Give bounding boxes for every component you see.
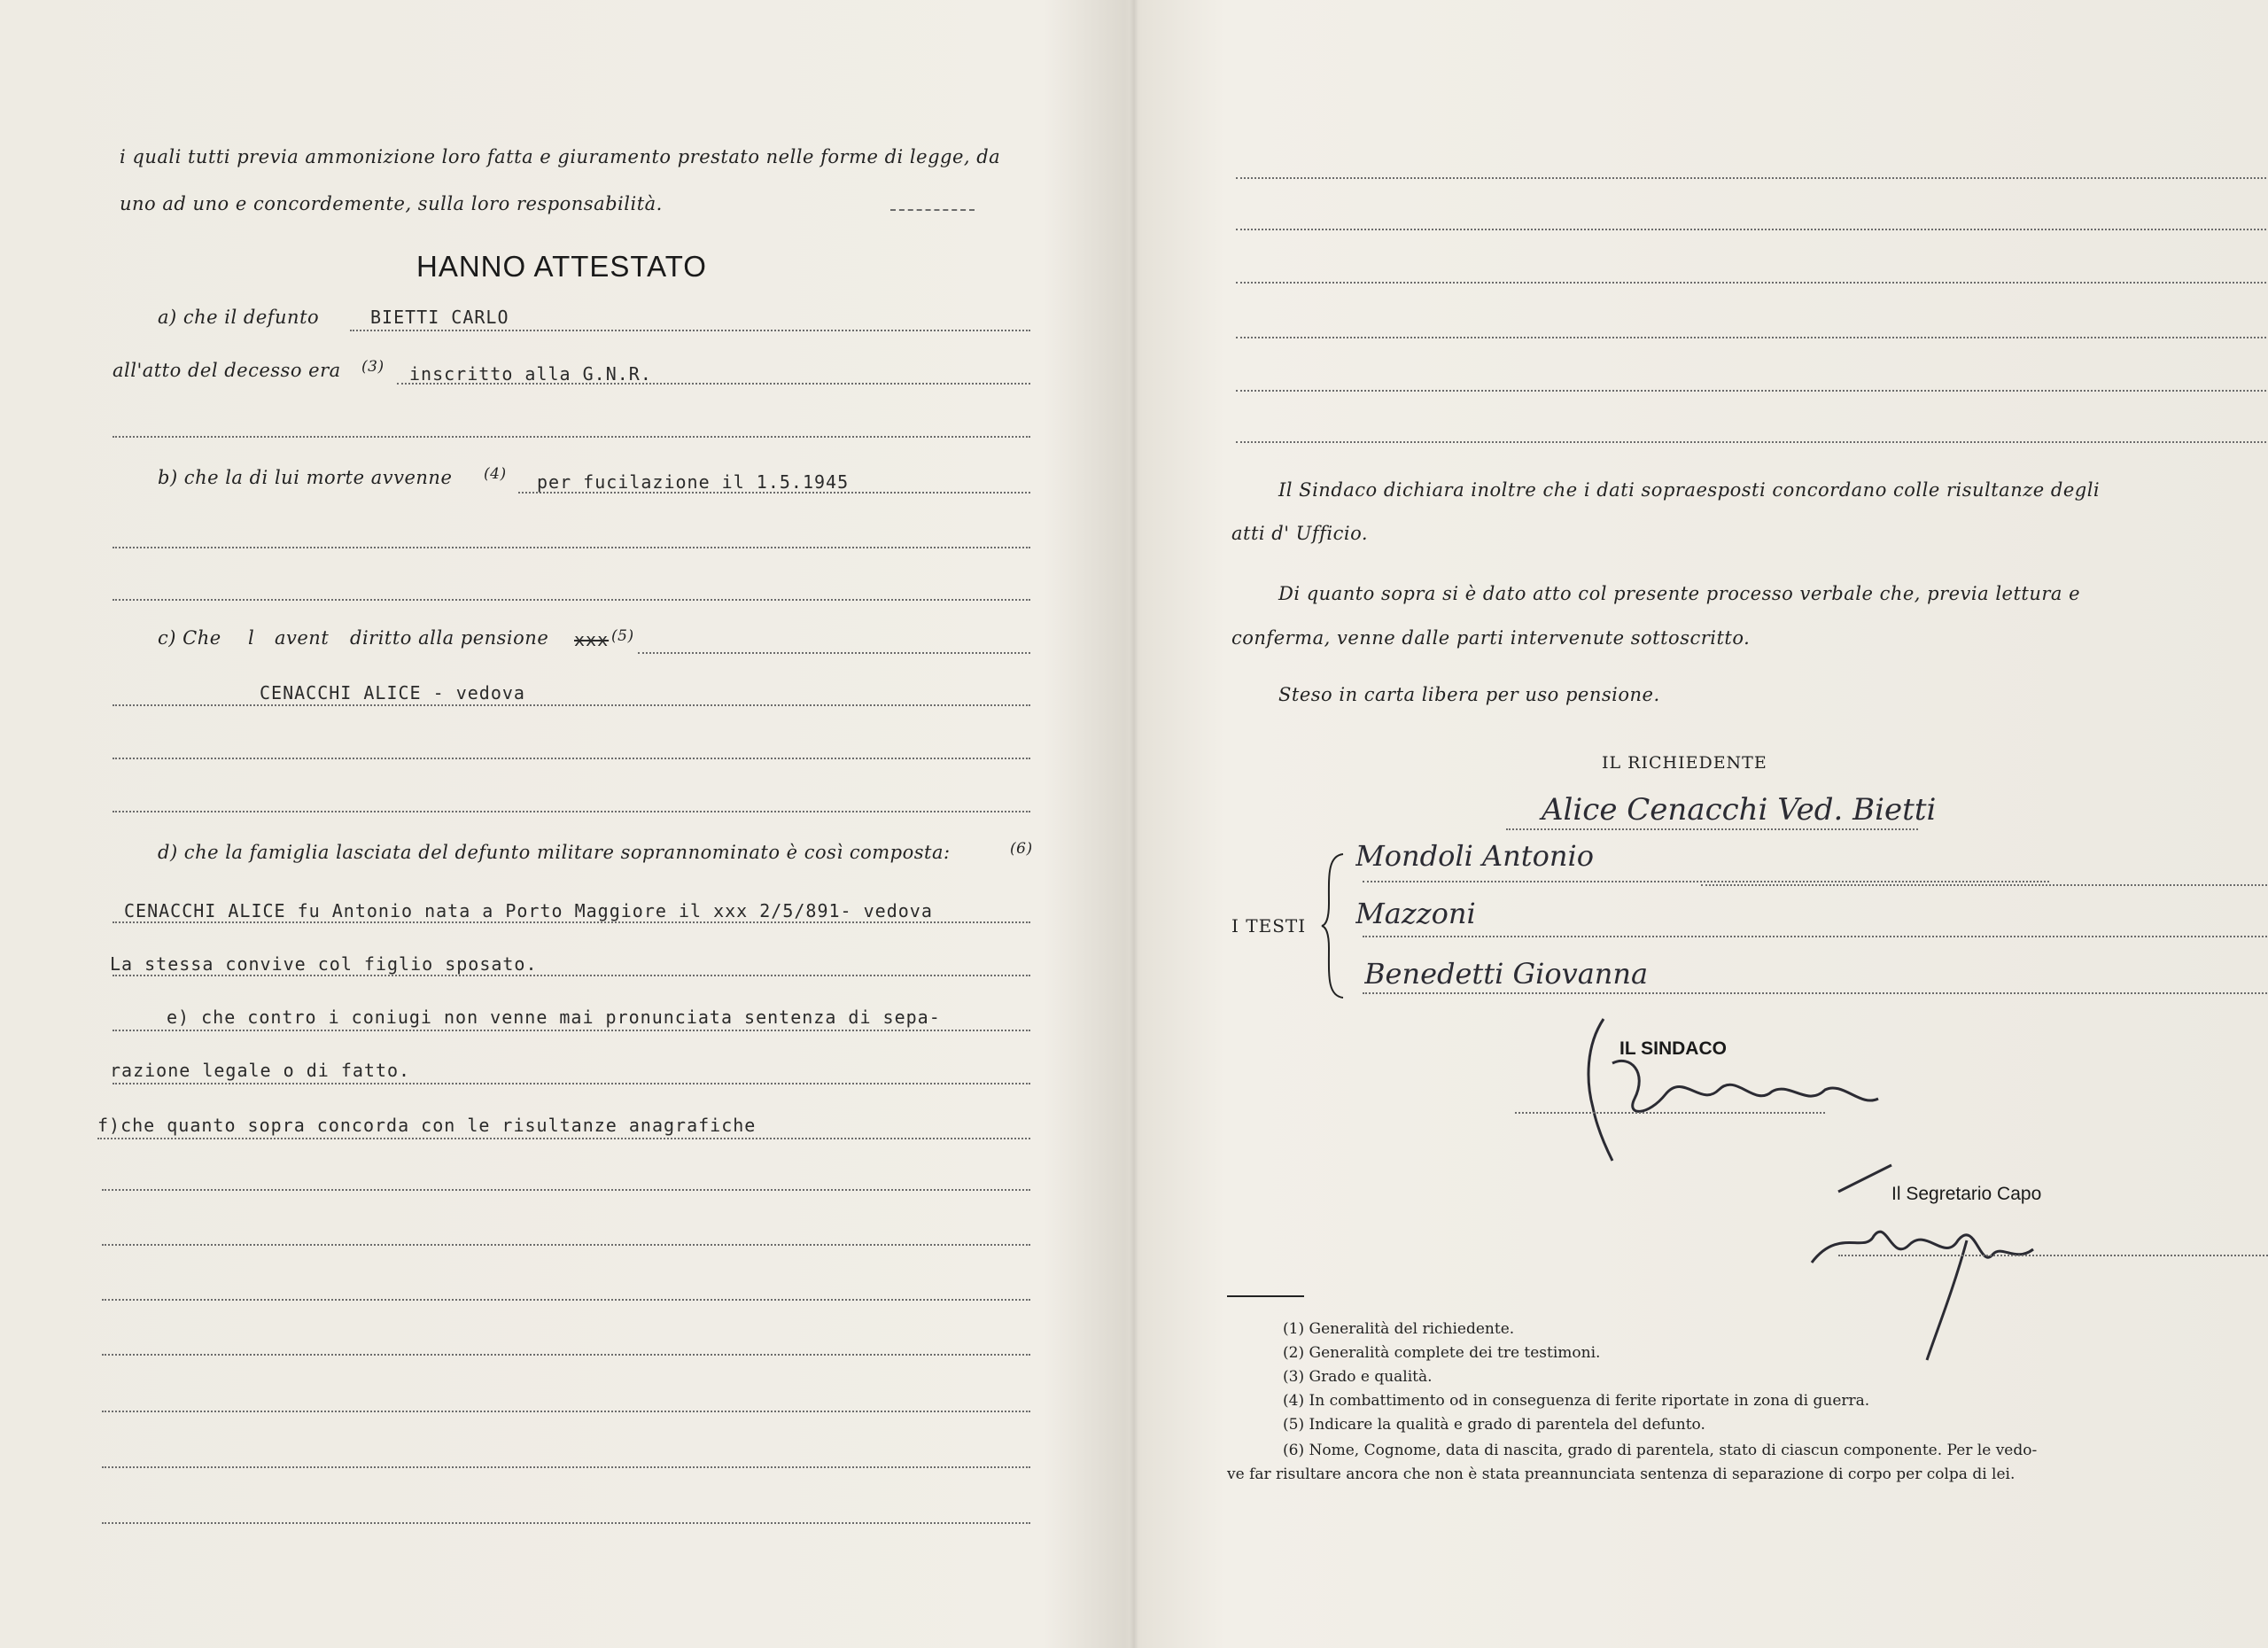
note-5: (5) bbox=[611, 627, 634, 645]
value-pensione: CENACCHI ALICE - vedova bbox=[260, 682, 525, 704]
line-d-12 bbox=[102, 1522, 1030, 1524]
footnote-6: (6) Nome, Cognome, data di nascita, grado di parentela, stato di ciascun componente. Per le vedo- bbox=[1283, 1442, 2038, 1459]
footnote-2: (2) Generalità complete dei tre testimoni. bbox=[1283, 1344, 1601, 1362]
svg-text:Mondoli Antonio: Mondoli Antonio bbox=[1355, 839, 1594, 873]
intro-rule bbox=[890, 209, 975, 211]
line-d-2 bbox=[113, 975, 1030, 976]
label-d: d) che la famiglia lasciata del defunto militare soprannominato è così composta: bbox=[158, 842, 951, 863]
typed-line-3: e) che contro i coniugi non venne mai pronunciata sentenza di sepa- bbox=[167, 1007, 941, 1028]
testi-brace bbox=[1320, 851, 1347, 1005]
label-decesso: all'atto del decesso era bbox=[113, 360, 341, 381]
teste-2-signature bbox=[1355, 886, 1621, 943]
note-3: (3) bbox=[361, 358, 384, 376]
line-teste-3 bbox=[1363, 992, 2268, 994]
right-line-5 bbox=[1236, 390, 2268, 392]
line-d-7 bbox=[102, 1244, 1030, 1246]
typed-line-2: La stessa convive col figlio sposato. bbox=[110, 953, 538, 975]
line-c-2 bbox=[113, 704, 1030, 706]
declaration-line-2: atti d' Ufficio. bbox=[1231, 523, 1369, 544]
line-c-3 bbox=[113, 758, 1030, 759]
line-sindaco bbox=[1515, 1112, 1825, 1114]
sindaco-signature bbox=[1550, 1010, 1922, 1173]
declaration2-line-2: conferma, venne dalle parti intervenute sottoscritto. bbox=[1231, 627, 1751, 649]
footnote-3: (3) Grado e qualità. bbox=[1283, 1368, 1433, 1386]
svg-text:Benedetti Giovanna: Benedetti Giovanna bbox=[1364, 957, 1649, 991]
line-d-1 bbox=[113, 921, 1030, 923]
label-sindaco: IL SINDACO bbox=[1619, 1038, 1727, 1059]
right-line-2 bbox=[1236, 229, 2268, 230]
line-segretario bbox=[1838, 1255, 2268, 1256]
heading-hanno-attestato: HANNO ATTESTATO bbox=[416, 250, 707, 283]
label-b: b) che la di lui morte avvenne bbox=[158, 467, 453, 488]
line-c-4 bbox=[113, 811, 1030, 812]
declaration-line-1: Il Sindaco dichiara inoltre che i dati sopraesposti concordano colle risultanze degli bbox=[1278, 479, 2101, 501]
right-line-6 bbox=[1236, 441, 2268, 443]
value-defunto: BIETTI CARLO bbox=[370, 307, 509, 328]
label-c-4: diritto alla pensione bbox=[350, 627, 549, 649]
right-line-1 bbox=[1236, 177, 2268, 179]
line-d-9 bbox=[102, 1354, 1030, 1356]
intro-line-1: i quali tutti previa ammonizione loro fatta e giuramento prestato nelle forme di legge, da bbox=[120, 146, 1001, 167]
note-6: (6) bbox=[1010, 840, 1033, 858]
line-teste-1b bbox=[1701, 884, 2268, 886]
line-d-5 bbox=[97, 1138, 1030, 1139]
line-teste-2 bbox=[1363, 936, 2268, 937]
line-a bbox=[350, 330, 1030, 331]
typed-line-4: razione legale o di fatto. bbox=[110, 1060, 411, 1081]
struck-text: xxx bbox=[574, 629, 610, 650]
label-segretario: Il Segretario Capo bbox=[1891, 1184, 2042, 1204]
line-teste-1 bbox=[1363, 881, 2049, 882]
footnote-rule bbox=[1227, 1295, 1304, 1297]
right-line-3 bbox=[1236, 282, 2268, 284]
teste-3-signature bbox=[1364, 946, 1896, 1003]
line-b-2 bbox=[113, 547, 1030, 548]
line-d-4 bbox=[113, 1083, 1030, 1084]
typed-line-5: f)che quanto sopra concorda con le risultanze anagrafiche bbox=[97, 1115, 757, 1136]
footnote-5: (5) Indicare la qualità e grado di parentela del defunto. bbox=[1283, 1416, 1705, 1434]
label-c-2: l bbox=[248, 627, 255, 649]
teste-1-signature bbox=[1355, 828, 1798, 885]
line-d-10 bbox=[102, 1411, 1030, 1412]
svg-text:Alice Cenacchi Ved. Bietti: Alice Cenacchi Ved. Bietti bbox=[1542, 792, 1937, 828]
footnote-1: (1) Generalità del richiedente. bbox=[1283, 1320, 1515, 1338]
steso-line: Steso in carta libera per uso pensione. bbox=[1278, 684, 1660, 705]
label-testi: I TESTI bbox=[1231, 915, 1307, 937]
right-page bbox=[1134, 0, 2268, 1648]
label-richiedente: IL RICHIEDENTE bbox=[1602, 753, 1767, 773]
declaration2-line-1: Di quanto sopra si è dato atto col presente processo verbale che, previa lettura e bbox=[1278, 583, 2081, 604]
line-b-3 bbox=[113, 599, 1030, 601]
value-decesso: inscritto alla G.N.R. bbox=[409, 363, 652, 385]
line-decesso-2 bbox=[113, 436, 1030, 438]
footnote-4: (4) In combattimento od in conseguenza di ferite riportate in zona di guerra. bbox=[1283, 1392, 1870, 1410]
footnote-6-continued: ve far risultare ancora che non è stata preannunciata sentenza di separazione di corpo per colpa di lei. bbox=[1227, 1465, 2016, 1483]
line-d-6 bbox=[102, 1189, 1030, 1191]
segretario-signature bbox=[1803, 1156, 2069, 1372]
label-c-3: avent bbox=[275, 627, 330, 649]
right-line-4 bbox=[1236, 337, 2268, 338]
line-d-3 bbox=[113, 1030, 1030, 1031]
line-c bbox=[638, 652, 1030, 654]
value-morte: per fucilazione il 1.5.1945 bbox=[537, 471, 850, 493]
note-4: (4) bbox=[484, 465, 507, 483]
label-a: a) che il defunto bbox=[158, 307, 320, 328]
svg-text:Mazzoni: Mazzoni bbox=[1355, 897, 1476, 930]
line-d-11 bbox=[102, 1466, 1030, 1468]
intro-line-2: uno ad uno e concordemente, sulla loro responsabilità. bbox=[120, 193, 663, 214]
typed-line-1: CENACCHI ALICE fu Antonio nata a Porto Maggiore il xxx 2/5/891- vedova bbox=[124, 900, 933, 921]
line-d-8 bbox=[102, 1299, 1030, 1301]
label-c-1: c) Che bbox=[158, 627, 221, 649]
